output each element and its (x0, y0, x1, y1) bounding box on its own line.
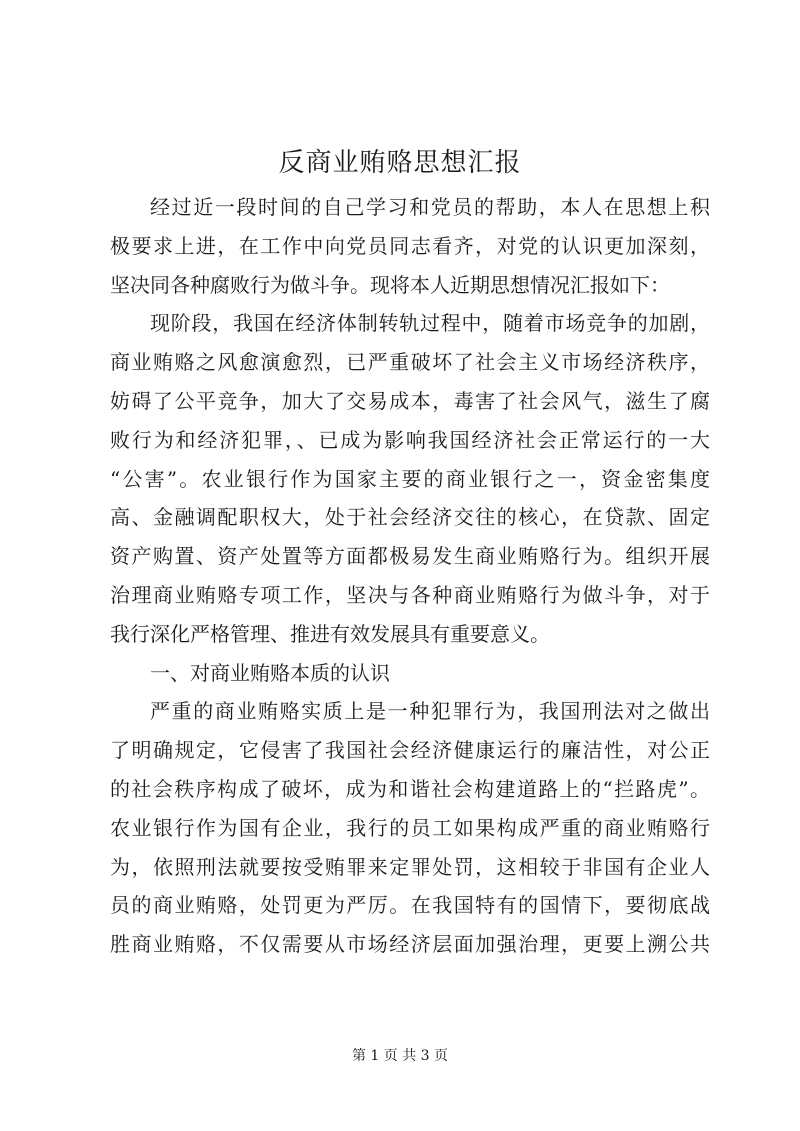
body-line: 治理商业贿赂专项工作，坚决与各种商业贿赂行为做斗争，对于 (110, 582, 710, 607)
body-line: 为，依照刑法就要按受贿罪来定罪处罚，这相较于非国有企业人 (110, 854, 710, 879)
body-line: 严重的商业贿赂实质上是一种犯罪行为，我国刑法对之做出 (150, 699, 710, 724)
body-line: 商业贿赂之风愈演愈烈，已严重破坏了社会主义市场经济秩序， (110, 350, 710, 375)
body-line: “公害”。农业银行作为国家主要的商业银行之一，资金密集度 (110, 466, 710, 491)
body-line: 现阶段，我国在经济体制转轨过程中，随着市场竞争的加剧， (150, 311, 710, 336)
body-line: 极要求上进，在工作中向党员同志看齐，对党的认识更加深刻， (110, 233, 710, 258)
body-line: 了明确规定，它侵害了我国社会经济健康运行的廉洁性，对公正 (110, 738, 710, 763)
document-title: 反商业贿赂思想汇报 (278, 148, 522, 178)
body-line: 资产购置、资产处置等方面都极易发生商业贿赂行为。组织开展 (110, 544, 710, 569)
document-body (110, 188, 710, 964)
body-line: 胜商业贿赂，不仅需要从市场经济层面加强治理，更要上溯公共 (110, 932, 710, 957)
body-line: 一、对商业贿赂本质的认识 (150, 660, 390, 685)
page-footer: 第 1 页 共 3 页 (351, 1048, 449, 1064)
body-line: 农业银行作为国有企业，我行的员工如果构成严重的商业贿赂行 (110, 815, 710, 840)
body-line: 败行为和经济犯罪，、已成为影响我国经济社会正常运行的一大 (110, 427, 710, 452)
body-line: 经过近一段时间的自己学习和党员的帮助，本人在思想上积 (150, 195, 710, 219)
body-line: 员的商业贿赂，处罚更为严厉。在我国特有的国情下，要彻底战 (110, 893, 710, 918)
body-line: 妨碍了公平竞争，加大了交易成本，毒害了社会风气，滋生了腐 (110, 388, 710, 413)
body-line: 的社会秩序构成了破坏，成为和谐社会构建道路上的“拦路虎”。 (110, 776, 710, 801)
body-line: 我行深化严格管理、推进有效发展具有重要意义。 (110, 621, 550, 646)
body-line: 坚决同各种腐败行为做斗争。现将本人近期思想情况汇报如下： (110, 272, 670, 297)
body-line: 高、金融调配职权大，处于社会经济交往的核心，在贷款、固定 (110, 505, 710, 530)
